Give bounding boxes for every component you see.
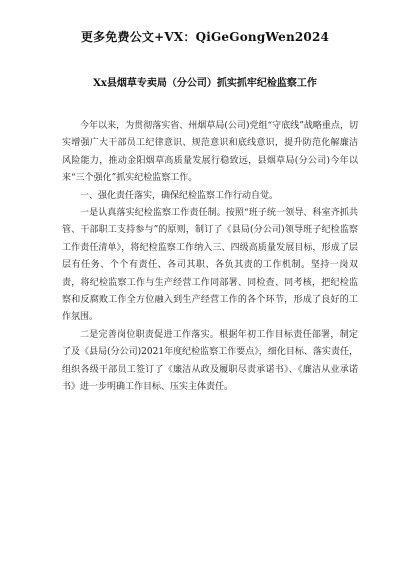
paragraph-point-one: 一是认真落实纪检监察工作责任制。按照“班子统一领导、科室齐抓共管、干部职工支持参与”的原则，制订了《县局(分公司)领导班子纪检监察工作责任清单》，将纪检监察工作纳入三、四级高质量发展目标，形成了层层有任务、个个有责任、各司其职、各负其责的工作机制。坚持一岗双责，将纪检监察工作与生产经营工作同部署、同检查、同考核，把纪检监察和反腐败工作全方位融入到生产经营工作的各个环节，形成了良好的工作氛围。 [62, 208, 358, 323]
paragraph-point-two: 二是完善岗位职责促进工作落实。根据年初工作目标责任部署，制定了及《县局(分公司)2021年度纪检监察工作要点》，细化目标、落实责任，组织各级干部员工签订了《廉洁从政及履职尽责承诺书》、《廉洁从业承诺书》进一步明确工作目标、压实主体责任。 [62, 329, 358, 393]
watermark-header: 更多免费公文+VX：QiGeGongWen2024 [80, 30, 330, 44]
paragraph-section-heading: 一、强化责任落实，确保纪检监察工作行动自觉。 [80, 190, 279, 201]
document-title: Xx县烟草专卖局（分公司）抓实抓牢纪检监察工作 [93, 78, 317, 89]
document-body [62, 118, 358, 397]
paragraph-intro: 今年以来，为贯彻落实省、州烟草局(公司)党组“守底线”战略重点，切实增强广大干部员工纪律意识、规范意识和底线意识，提升防范化解廉洁风险能力，推动金阳烟草高质量发展行稳致远，县烟草局(分公司)今年以来“三个强化”抓实纪检监察工作。 [62, 121, 358, 184]
